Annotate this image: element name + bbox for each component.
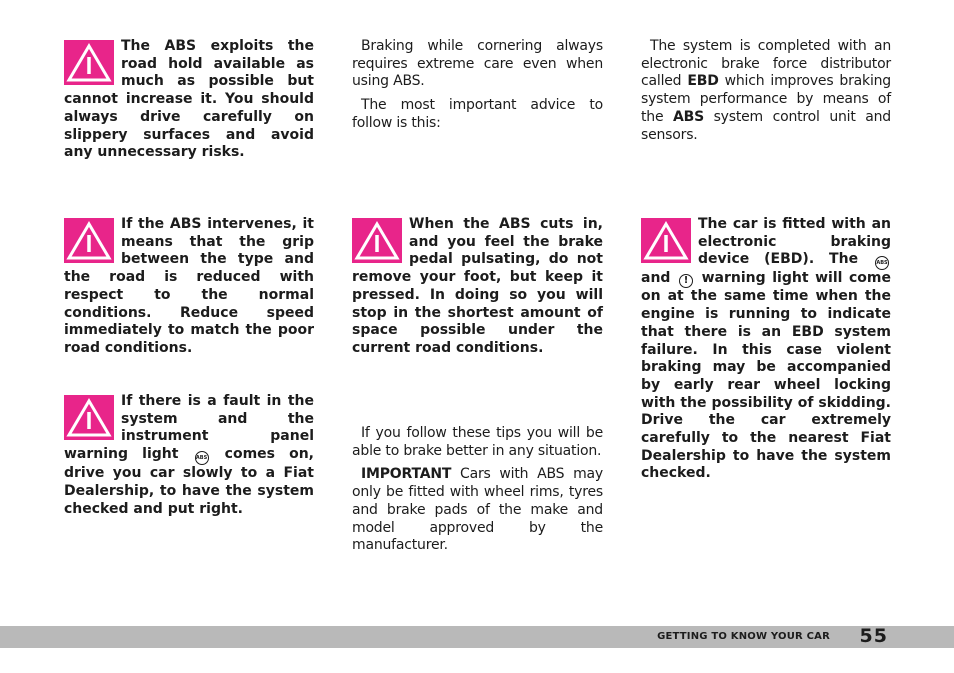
warning-abs-intervenes: If the ABS intervenes, it means that the grip between the type and the road is reduced with respect to the normal conditions. Reduce speed immediately to match the poor road conditions.: [64, 216, 314, 356]
warning-triangle-icon: [64, 218, 114, 263]
warning-triangle-icon: [64, 395, 114, 440]
abs-warning-light-icon: ABS: [875, 256, 889, 270]
warning-abs-cuts-in: When the ABS cuts in, and you feel the brake pedal pulsating, do not remove your foot, but keep it pressed. In doing so you will stop in the shortest amount of space possible under the current road conditions.: [352, 216, 603, 356]
tips-text: If you follow these tips you will be able to brake better in any situation.: [352, 425, 603, 459]
cornering-paragraphs: [352, 38, 603, 139]
important-note: IMPORTANT Cars with ABS may only be fitted with wheel rims, tyres and brake pads of the make and model approved by the manufacturer.: [352, 466, 603, 554]
warning-triangle-icon: [64, 40, 114, 85]
warning-ebd-failure: The car is fitted with an electronic braking device (EBD). The ABS and ! warning light will come on at the same time when the engine is running to indicate that there is an EBD system failure. In this case violent braking may be accompanied by early rear wheel locking with the possibility of skidding. Drive the car extremely carefully to the nearest Fiat Dealership to have the system checked.: [641, 216, 891, 482]
ebd-intro-paragraph: The system is completed with an electronic brake force distributor called EBD which improves braking system performance by means of the ABS system control unit and sensors.: [641, 38, 891, 143]
warning-triangle-icon: [352, 218, 402, 263]
advice-text: The most important advice to follow is this:: [352, 97, 603, 131]
warning-system-fault: If there is a fault in the system and the instrument panel warning light ABS comes on, drive you car slowly to a Fiat Dealership, to have the system checked and put right.: [64, 393, 314, 517]
footer-bar: [0, 626, 954, 648]
warning-triangle-icon: [641, 218, 691, 263]
cornering-text: Braking while cornering always requires extreme care even when using ABS.: [352, 38, 603, 90]
important-label: IMPORTANT: [361, 466, 452, 483]
abs-warning-light-icon: ABS: [195, 451, 209, 465]
brake-warning-light-icon: !: [679, 274, 693, 288]
section-title: GETTING TO KNOW YOUR CAR: [657, 631, 830, 642]
page-number: 55: [859, 625, 888, 647]
tips-paragraphs: [352, 425, 603, 561]
warning-abs-road-hold: The ABS exploits the road hold available as much as possible but cannot increase it. You should always drive carefully on slippery surfaces and avoid any unnecessary risks.: [64, 38, 314, 161]
